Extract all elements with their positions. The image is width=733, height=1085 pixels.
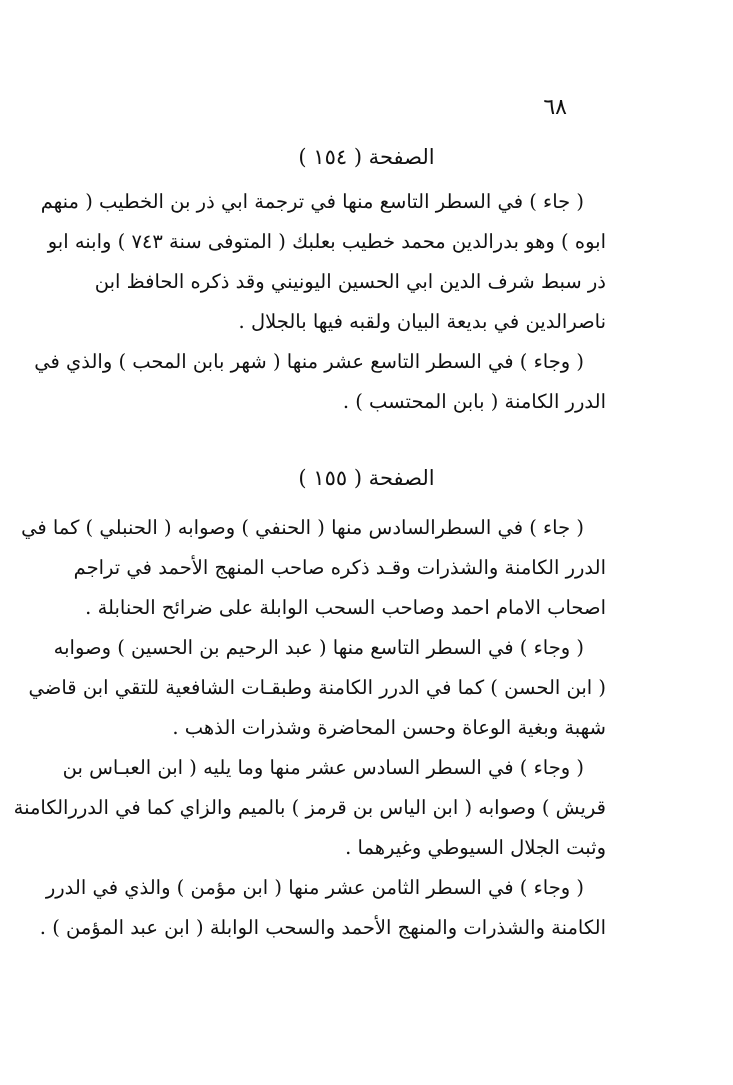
- section-heading-154: الصفحة ( ١٥٤ ): [298, 145, 435, 169]
- text-line: ( وجاء ) في السطر الثامن عشر منها ( ابن مؤمن ) والذي في الدرر: [45, 876, 584, 899]
- text-line: وثبت الجلال السيوطي وغيرهما .: [345, 836, 606, 859]
- text-line: ( وجاء ) في السطر السادس عشر منها وما يليه ( ابن العبـاس بن: [62, 756, 584, 779]
- text-line: ابوه ) وهو بدرالدين محمد خطيب بعلبك ( المتوفى سنة ٧٤٣ ) وابنه ابو: [47, 230, 606, 253]
- paragraph: [40, 182, 606, 342]
- text-line: ناصرالدين في بديعة البيان ولقبه فيها بالجلال .: [238, 310, 606, 333]
- text-line: ( وجاء ) في السطر التاسع منها ( عبد الرحيم بن الحسين ) وصوابه: [53, 636, 584, 659]
- page-number: ٦٨: [543, 95, 567, 120]
- text-line: ( ابن الحسن ) كما في الدرر الكامنة وطبقـات الشافعية للتقي ابن قاضي: [28, 676, 606, 699]
- section-154-body: [34, 182, 606, 422]
- text-line: الكامنة والشذرات والمنهج الأحمد والسحب الوابلة ( ابن عبد المؤمن ) .: [39, 916, 606, 939]
- paragraph: [21, 508, 606, 628]
- paragraph: [34, 342, 606, 422]
- paragraph: [13, 748, 606, 868]
- section-heading-155: الصفحة ( ١٥٥ ): [298, 466, 435, 490]
- text-line: الدرر الكامنة والشذرات وقـد ذكره صاحب المنهج الأحمد في تراجم: [73, 556, 606, 579]
- section-155-body: [13, 508, 606, 948]
- paragraph: [39, 868, 606, 948]
- text-line: ( جاء ) في السطرالسادس منها ( الحنفي ) وصوابه ( الحنبلي ) كما في: [21, 516, 584, 539]
- text-line: ( جاء ) في السطر التاسع منها في ترجمة ابي ذر بن الخطيب ( منهم: [40, 190, 584, 213]
- text-line: شهبة وبغية الوعاة وحسن المحاضرة وشذرات الذهب .: [172, 716, 606, 739]
- paragraph: [28, 628, 606, 748]
- text-line: اصحاب الامام احمد وصاحب السحب الوابلة على ضرائح الحنابلة .: [85, 596, 606, 619]
- text-line: ( وجاء ) في السطر التاسع عشر منها ( شهر بابن المحب ) والذي في: [34, 350, 584, 373]
- text-line: قريش ) وصوابه ( ابن الياس بن قرمز ) بالميم والزاي كما في الدررالكامنة: [13, 796, 606, 819]
- text-line: الدرر الكامنة ( بابن المحتسب ) .: [342, 390, 606, 413]
- text-line: ذر سبط شرف الدين ابي الحسين اليونيني وقد ذكره الحافظ ابن: [94, 270, 606, 293]
